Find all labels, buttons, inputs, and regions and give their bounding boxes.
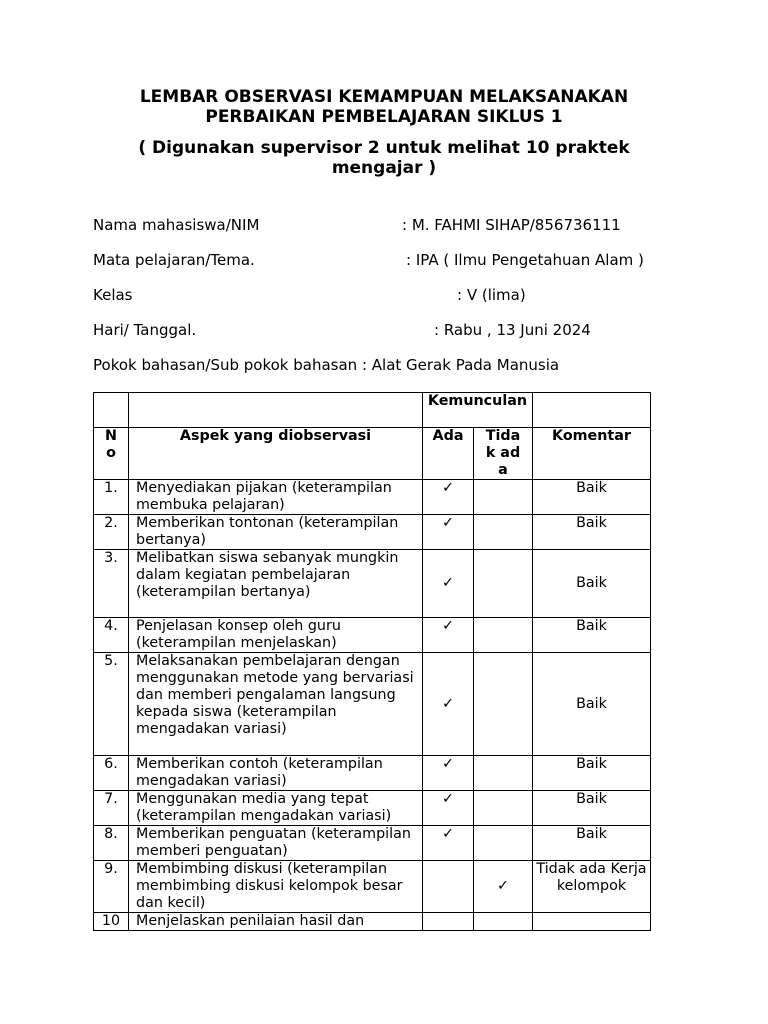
table-row [94, 826, 651, 861]
table-row [94, 756, 651, 791]
row-komentar: Tidak ada Kerja kelompok [533, 861, 651, 913]
table-row [94, 618, 651, 653]
info-row-tanggal [93, 321, 591, 339]
row-number: 4. [94, 618, 129, 653]
row-komentar [533, 913, 651, 931]
info-label: Kelas [93, 286, 133, 304]
row-tidak-check [474, 515, 533, 550]
row-komentar: Baik [533, 550, 651, 618]
table-row [94, 550, 651, 618]
row-aspek: Melaksanakan pembelajaran dengan menggunakan metode yang bervariasi dan memberi pengalaman langsung kepada siswa (keterampilan mengadakan variasi) [129, 653, 423, 756]
info-row-kelas [93, 286, 526, 304]
header-komentar: Komentar [533, 428, 651, 480]
row-number: 1. [94, 480, 129, 515]
row-number: 5. [94, 653, 129, 756]
info-row-mapel [93, 251, 644, 269]
row-ada-check: ✓ [423, 653, 474, 756]
header-no: No [94, 428, 129, 480]
row-komentar: Baik [533, 480, 651, 515]
header-tidak-ada: Tidak ada [474, 428, 533, 480]
row-aspek: Menyediakan pijakan (keterampilan membuka pelajaran) [129, 480, 423, 515]
row-aspek: Memberikan penguatan (keterampilan memberi penguatan) [129, 826, 423, 861]
header-ada: Ada [423, 428, 474, 480]
info-label: Pokok bahasan/Sub pokok bahasan : Alat Gerak Pada Manusia [93, 356, 560, 374]
info-label: Nama mahasiswa/NIM [93, 216, 260, 234]
row-komentar: Baik [533, 826, 651, 861]
row-aspek: Melibatkan siswa sebanyak mungkin dalam kegiatan pembelajaran (keterampilan bertanya) [129, 550, 423, 618]
row-ada-check: ✓ [423, 480, 474, 515]
row-komentar: Baik [533, 618, 651, 653]
document-subtitle-line-1: ( Digunakan supervisor 2 untuk melihat 10 praktek [138, 138, 630, 158]
row-aspek: Penjelasan konsep oleh guru (keterampilan menjelaskan) [129, 618, 423, 653]
document-title-line-1: LEMBAR OBSERVASI KEMAMPUAN MELAKSANAKAN [139, 87, 629, 107]
row-ada-check: ✓ [423, 618, 474, 653]
row-number: 7. [94, 791, 129, 826]
row-aspek: Memberikan contoh (keterampilan mengadakan variasi) [129, 756, 423, 791]
info-value: : M. FAHMI SIHAP/856736111 [402, 216, 621, 234]
row-aspek: Memberikan tontonan (keterampilan bertanya) [129, 515, 423, 550]
row-tidak-check [474, 756, 533, 791]
row-tidak-check [474, 913, 533, 931]
row-tidak-check [474, 653, 533, 756]
row-number: 8. [94, 826, 129, 861]
table-row [94, 515, 651, 550]
document-title-line-2: PERBAIKAN PEMBELAJARAN SIKLUS 1 [205, 107, 563, 127]
row-number: 3. [94, 550, 129, 618]
info-value: : Rabu , 13 Juni 2024 [434, 321, 591, 339]
row-tidak-check [474, 618, 533, 653]
info-value: : IPA ( Ilmu Pengetahuan Alam ) [406, 251, 644, 269]
info-label: Hari/ Tanggal. [93, 321, 197, 339]
table-row [94, 653, 651, 756]
row-ada-check: ✓ [423, 756, 474, 791]
row-tidak-check [474, 480, 533, 515]
row-ada-check: ✓ [423, 515, 474, 550]
row-tidak-check [474, 550, 533, 618]
table-row [94, 913, 651, 931]
row-komentar: Baik [533, 515, 651, 550]
info-row-pokok-bahasan [93, 356, 559, 374]
row-ada-check: ✓ [423, 791, 474, 826]
row-komentar: Baik [533, 791, 651, 826]
row-number: 6. [94, 756, 129, 791]
row-number: 10 [94, 913, 129, 931]
row-number: 2. [94, 515, 129, 550]
header-aspek: Aspek yang diobservasi [129, 428, 423, 480]
info-label: Mata pelajaran/Tema. [93, 251, 255, 269]
row-ada-check: ✓ [423, 550, 474, 618]
header-blank-komentar [533, 393, 651, 428]
row-tidak-check [474, 826, 533, 861]
row-aspek: Menggunakan media yang tepat (keterampilan mengadakan variasi) [129, 791, 423, 826]
row-ada-check [423, 861, 474, 913]
row-ada-check: ✓ [423, 826, 474, 861]
header-blank-aspek [129, 393, 423, 428]
table-row [94, 791, 651, 826]
row-aspek: Membimbing diskusi (keterampilan membimbing diskusi kelompok besar dan kecil) [129, 861, 423, 913]
info-row-nama [93, 216, 621, 234]
row-number: 9. [94, 861, 129, 913]
document-subtitle-line-2: mengajar ) [331, 158, 437, 178]
row-aspek: Menjelaskan penilaian hasil dan [129, 913, 423, 931]
row-tidak-check [474, 791, 533, 826]
observation-table [93, 392, 651, 931]
table-row [94, 861, 651, 913]
header-blank-no [94, 393, 129, 428]
row-tidak-check: ✓ [474, 861, 533, 913]
header-kemunculan: Kemunculan [423, 393, 533, 428]
info-value: : V (lima) [457, 286, 526, 304]
row-komentar: Baik [533, 756, 651, 791]
row-ada-check [423, 913, 474, 931]
row-komentar: Baik [533, 653, 651, 756]
table-row [94, 480, 651, 515]
